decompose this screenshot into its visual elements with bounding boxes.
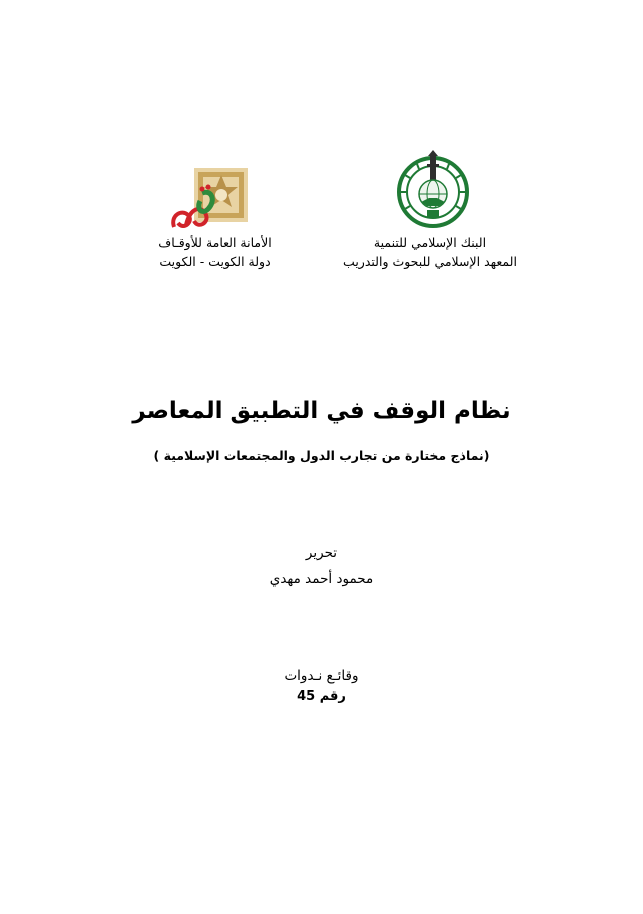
awqaf-kuwait-logo-icon bbox=[168, 165, 252, 235]
awqaf-publisher-block bbox=[140, 233, 290, 271]
editor-label: تحرير bbox=[305, 545, 338, 561]
publisher-institute: المعهد الإسلامي للبحوث والتدريب bbox=[343, 254, 517, 269]
publisher-country: دولة الكويت - الكويت bbox=[159, 254, 271, 269]
book-title: نظام الوقف في التطبيق المعاصر bbox=[132, 398, 511, 424]
publisher-name: البنك الإسلامي للتنمية bbox=[373, 235, 487, 250]
series-number: رقم 45 bbox=[297, 689, 346, 704]
editor-name: محمود أحمد مهدي bbox=[269, 571, 374, 587]
book-subtitle: (نماذج مختارة من تجارب الدول والمجتمعات الإسلامية ) bbox=[153, 448, 490, 463]
publisher-name: الأمانة العامة للأوقـاف bbox=[158, 235, 272, 250]
islamic-development-bank-logo-icon bbox=[393, 150, 473, 230]
isdb-publisher-block bbox=[335, 233, 525, 271]
series-label: وقائـع نـدوات bbox=[284, 668, 359, 684]
